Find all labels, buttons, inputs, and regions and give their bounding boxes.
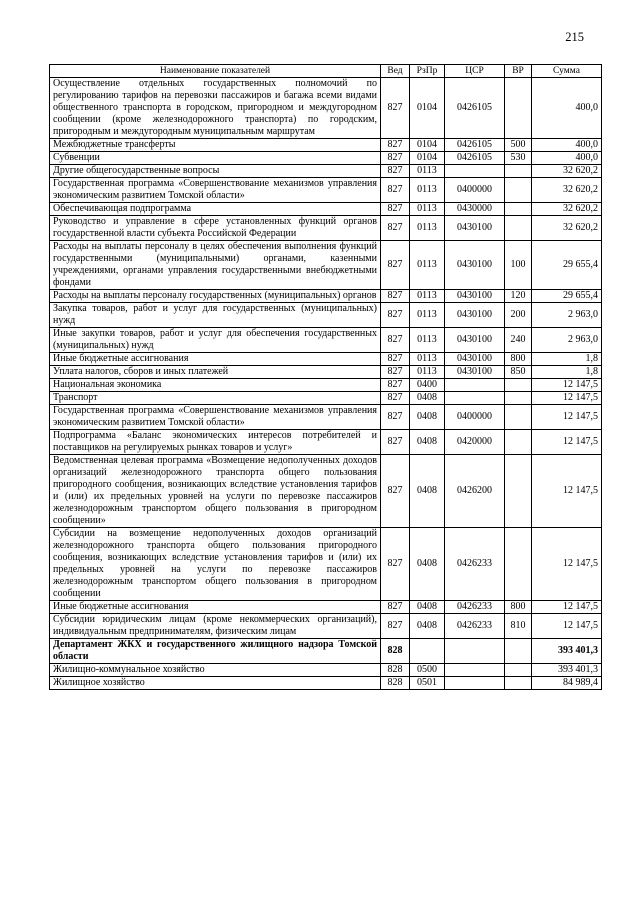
cell-rzpr: 0113 [410,328,445,353]
cell-vr: 100 [505,241,532,290]
cell-rzpr: 0113 [410,216,445,241]
cell-rzpr: 0400 [410,379,445,392]
table-row [50,392,602,405]
table-row [50,290,602,303]
table-row [50,139,602,152]
cell-sum: 32 620,2 [532,203,602,216]
cell-csr: 0430100 [445,216,505,241]
cell-vr [505,379,532,392]
cell-sum: 29 655,4 [532,241,602,290]
cell-ved: 827 [381,366,410,379]
cell-vr: 800 [505,601,532,614]
cell-ved: 827 [381,241,410,290]
cell-rzpr: 0408 [410,405,445,430]
cell-sum: 12 147,5 [532,379,602,392]
cell-name: Национальная экономика [50,379,381,392]
cell-vr: 530 [505,152,532,165]
cell-vr [505,664,532,677]
cell-sum: 12 147,5 [532,405,602,430]
cell-csr: 0420000 [445,430,505,455]
cell-csr [445,392,505,405]
cell-rzpr: 0113 [410,303,445,328]
cell-ved: 827 [381,614,410,639]
cell-vr: 810 [505,614,532,639]
table-row [50,203,602,216]
cell-sum: 400,0 [532,152,602,165]
cell-sum: 12 147,5 [532,601,602,614]
cell-vr [505,216,532,241]
cell-sum: 393 401,3 [532,639,602,664]
cell-ved: 827 [381,455,410,528]
cell-name: Субвенции [50,152,381,165]
cell-vr: 800 [505,353,532,366]
cell-ved: 827 [381,290,410,303]
cell-ved: 828 [381,664,410,677]
cell-ved: 827 [381,353,410,366]
header-sum: Сумма [532,65,602,78]
cell-rzpr: 0501 [410,677,445,690]
cell-name: Иные бюджетные ассигнования [50,353,381,366]
table-header-row [50,65,602,78]
cell-sum: 12 147,5 [532,392,602,405]
cell-rzpr: 0113 [410,203,445,216]
table-row [50,152,602,165]
cell-name: Уплата налогов, сборов и иных платежей [50,366,381,379]
cell-vr [505,677,532,690]
cell-csr: 0426105 [445,78,505,139]
table-row [50,353,602,366]
cell-sum: 2 963,0 [532,328,602,353]
cell-csr: 0426233 [445,601,505,614]
cell-ved: 828 [381,639,410,664]
cell-csr: 0426105 [445,152,505,165]
cell-vr [505,405,532,430]
cell-name: Субсидии юридическим лицам (кроме некоммерческих организаций), индивидуальным предпринимателям, физическим лицам [50,614,381,639]
cell-ved: 827 [381,139,410,152]
table-row [50,216,602,241]
table-row [50,165,602,178]
table-row [50,379,602,392]
cell-name: Государственная программа «Совершенствование механизмов управления экономическим развитием Томской области» [50,405,381,430]
cell-name: Расходы на выплаты персоналу государственных (муниципальных) органов [50,290,381,303]
cell-sum: 12 147,5 [532,430,602,455]
cell-sum: 2 963,0 [532,303,602,328]
cell-sum: 400,0 [532,78,602,139]
table-row [50,639,602,664]
cell-vr: 120 [505,290,532,303]
table-row [50,614,602,639]
table-row [50,430,602,455]
cell-rzpr: 0104 [410,78,445,139]
cell-csr: 0400000 [445,178,505,203]
cell-vr [505,528,532,601]
cell-vr [505,639,532,664]
cell-name: Субсидии на возмещение недополученных доходов организаций железнодорожного транспорта общего пользования пригородного сообщения, возникающих вследствие установления тарифов и (или) их предельных уровней на услуги по перевозке пассажиров железнодорожным транспортом общего пользования в пригородном сообщении [50,528,381,601]
cell-name: Осуществление отдельных государственных полномочий по регулированию тарифов на перевозки пассажиров и багажа всеми видами общественного транспорта в городском, пригородном и междугородном сообщении (кроме железнодорожного транспорта) по городским, пригородным и междугородным муниципальным маршрутам [50,78,381,139]
cell-csr: 0430100 [445,328,505,353]
cell-rzpr: 0113 [410,366,445,379]
cell-name: Межбюджетные трансферты [50,139,381,152]
cell-ved: 827 [381,379,410,392]
cell-sum: 1,8 [532,366,602,379]
cell-ved: 828 [381,677,410,690]
cell-rzpr: 0113 [410,178,445,203]
cell-csr: 0426200 [445,455,505,528]
page-number: 215 [565,30,584,44]
cell-csr [445,677,505,690]
cell-rzpr: 0113 [410,241,445,290]
cell-csr: 0400000 [445,405,505,430]
table-row [50,78,602,139]
cell-name: Подпрограмма «Баланс экономических интересов потребителей и поставщиков на регулируемых рынках товаров и услуг» [50,430,381,455]
cell-name: Ведомственная целевая программа «Возмещение недополученных доходов организаций железнодорожного транспорта общего пользования пригородного сообщения, возникающих вследствие установления тарифов и (или) их предельных уровней на услуги по перевозке пассажиров железнодорожным транспортом общего пользования в пригородном сообщении» [50,455,381,528]
cell-name: Жилищно-коммунальное хозяйство [50,664,381,677]
cell-rzpr: 0408 [410,455,445,528]
cell-sum: 32 620,2 [532,178,602,203]
table-row [50,455,602,528]
cell-vr [505,165,532,178]
cell-sum: 393 401,3 [532,664,602,677]
cell-csr: 0430100 [445,303,505,328]
table-row [50,677,602,690]
cell-sum: 1,8 [532,353,602,366]
cell-csr: 0426233 [445,614,505,639]
cell-rzpr: 0113 [410,353,445,366]
cell-ved: 827 [381,328,410,353]
cell-name: Государственная программа «Совершенствование механизмов управления экономическим развитием Томской области» [50,178,381,203]
cell-name: Департамент ЖКХ и государственного жилищного надзора Томской области [50,639,381,664]
cell-rzpr [410,639,445,664]
cell-name: Расходы на выплаты персоналу в целях обеспечения выполнения функций государственными (муниципальными) органами, казенными учреждениями, органами управления государственными внебюджетными фондами [50,241,381,290]
cell-ved: 827 [381,303,410,328]
cell-rzpr: 0104 [410,139,445,152]
cell-vr [505,178,532,203]
cell-sum: 32 620,2 [532,216,602,241]
cell-vr: 500 [505,139,532,152]
cell-name: Иные бюджетные ассигнования [50,601,381,614]
cell-vr: 200 [505,303,532,328]
header-csr: ЦСР [445,65,505,78]
cell-csr: 0426233 [445,528,505,601]
cell-name: Иные закупки товаров, работ и услуг для обеспечения государственных (муниципальных) нужд [50,328,381,353]
cell-ved: 827 [381,152,410,165]
header-ved: Вед [381,65,410,78]
cell-csr [445,379,505,392]
cell-rzpr: 0408 [410,601,445,614]
cell-sum: 32 620,2 [532,165,602,178]
cell-vr [505,392,532,405]
cell-csr: 0430100 [445,241,505,290]
budget-table [49,64,602,690]
cell-name: Руководство и управление в сфере установленных функций органов государственной власти субъекта Российской Федерации [50,216,381,241]
table-row [50,664,602,677]
table-row [50,241,602,290]
cell-sum: 84 989,4 [532,677,602,690]
cell-vr [505,203,532,216]
cell-ved: 827 [381,165,410,178]
table-row [50,366,602,379]
cell-name: Транспорт [50,392,381,405]
table-row [50,405,602,430]
cell-vr: 850 [505,366,532,379]
header-name: Наименование показателей [50,65,381,78]
cell-rzpr: 0113 [410,290,445,303]
cell-ved: 827 [381,601,410,614]
header-rzpr: РзПр [410,65,445,78]
cell-csr: 0430000 [445,203,505,216]
cell-ved: 827 [381,216,410,241]
cell-sum: 12 147,5 [532,455,602,528]
cell-rzpr: 0408 [410,614,445,639]
header-vr: ВР [505,65,532,78]
cell-vr [505,430,532,455]
cell-rzpr: 0408 [410,528,445,601]
cell-csr [445,664,505,677]
cell-csr [445,165,505,178]
cell-name: Жилищное хозяйство [50,677,381,690]
cell-ved: 827 [381,203,410,216]
cell-csr: 0430100 [445,366,505,379]
cell-vr [505,455,532,528]
cell-ved: 827 [381,405,410,430]
cell-rzpr: 0408 [410,392,445,405]
cell-rzpr: 0104 [410,152,445,165]
cell-name: Обеспечивающая подпрограмма [50,203,381,216]
cell-name: Закупка товаров, работ и услуг для государственных (муниципальных) нужд [50,303,381,328]
table-row [50,528,602,601]
cell-rzpr: 0408 [410,430,445,455]
cell-vr [505,78,532,139]
cell-ved: 827 [381,392,410,405]
cell-ved: 827 [381,178,410,203]
cell-sum: 29 655,4 [532,290,602,303]
cell-ved: 827 [381,430,410,455]
cell-ved: 827 [381,528,410,601]
cell-csr: 0426105 [445,139,505,152]
cell-ved: 827 [381,78,410,139]
table-row [50,328,602,353]
table-row [50,601,602,614]
cell-csr: 0430100 [445,353,505,366]
cell-rzpr: 0113 [410,165,445,178]
cell-sum: 12 147,5 [532,528,602,601]
cell-rzpr: 0500 [410,664,445,677]
cell-csr: 0430100 [445,290,505,303]
cell-csr [445,639,505,664]
table-row [50,303,602,328]
table-row [50,178,602,203]
cell-vr: 240 [505,328,532,353]
cell-sum: 12 147,5 [532,614,602,639]
cell-sum: 400,0 [532,139,602,152]
table-body [50,78,602,690]
cell-name: Другие общегосударственные вопросы [50,165,381,178]
